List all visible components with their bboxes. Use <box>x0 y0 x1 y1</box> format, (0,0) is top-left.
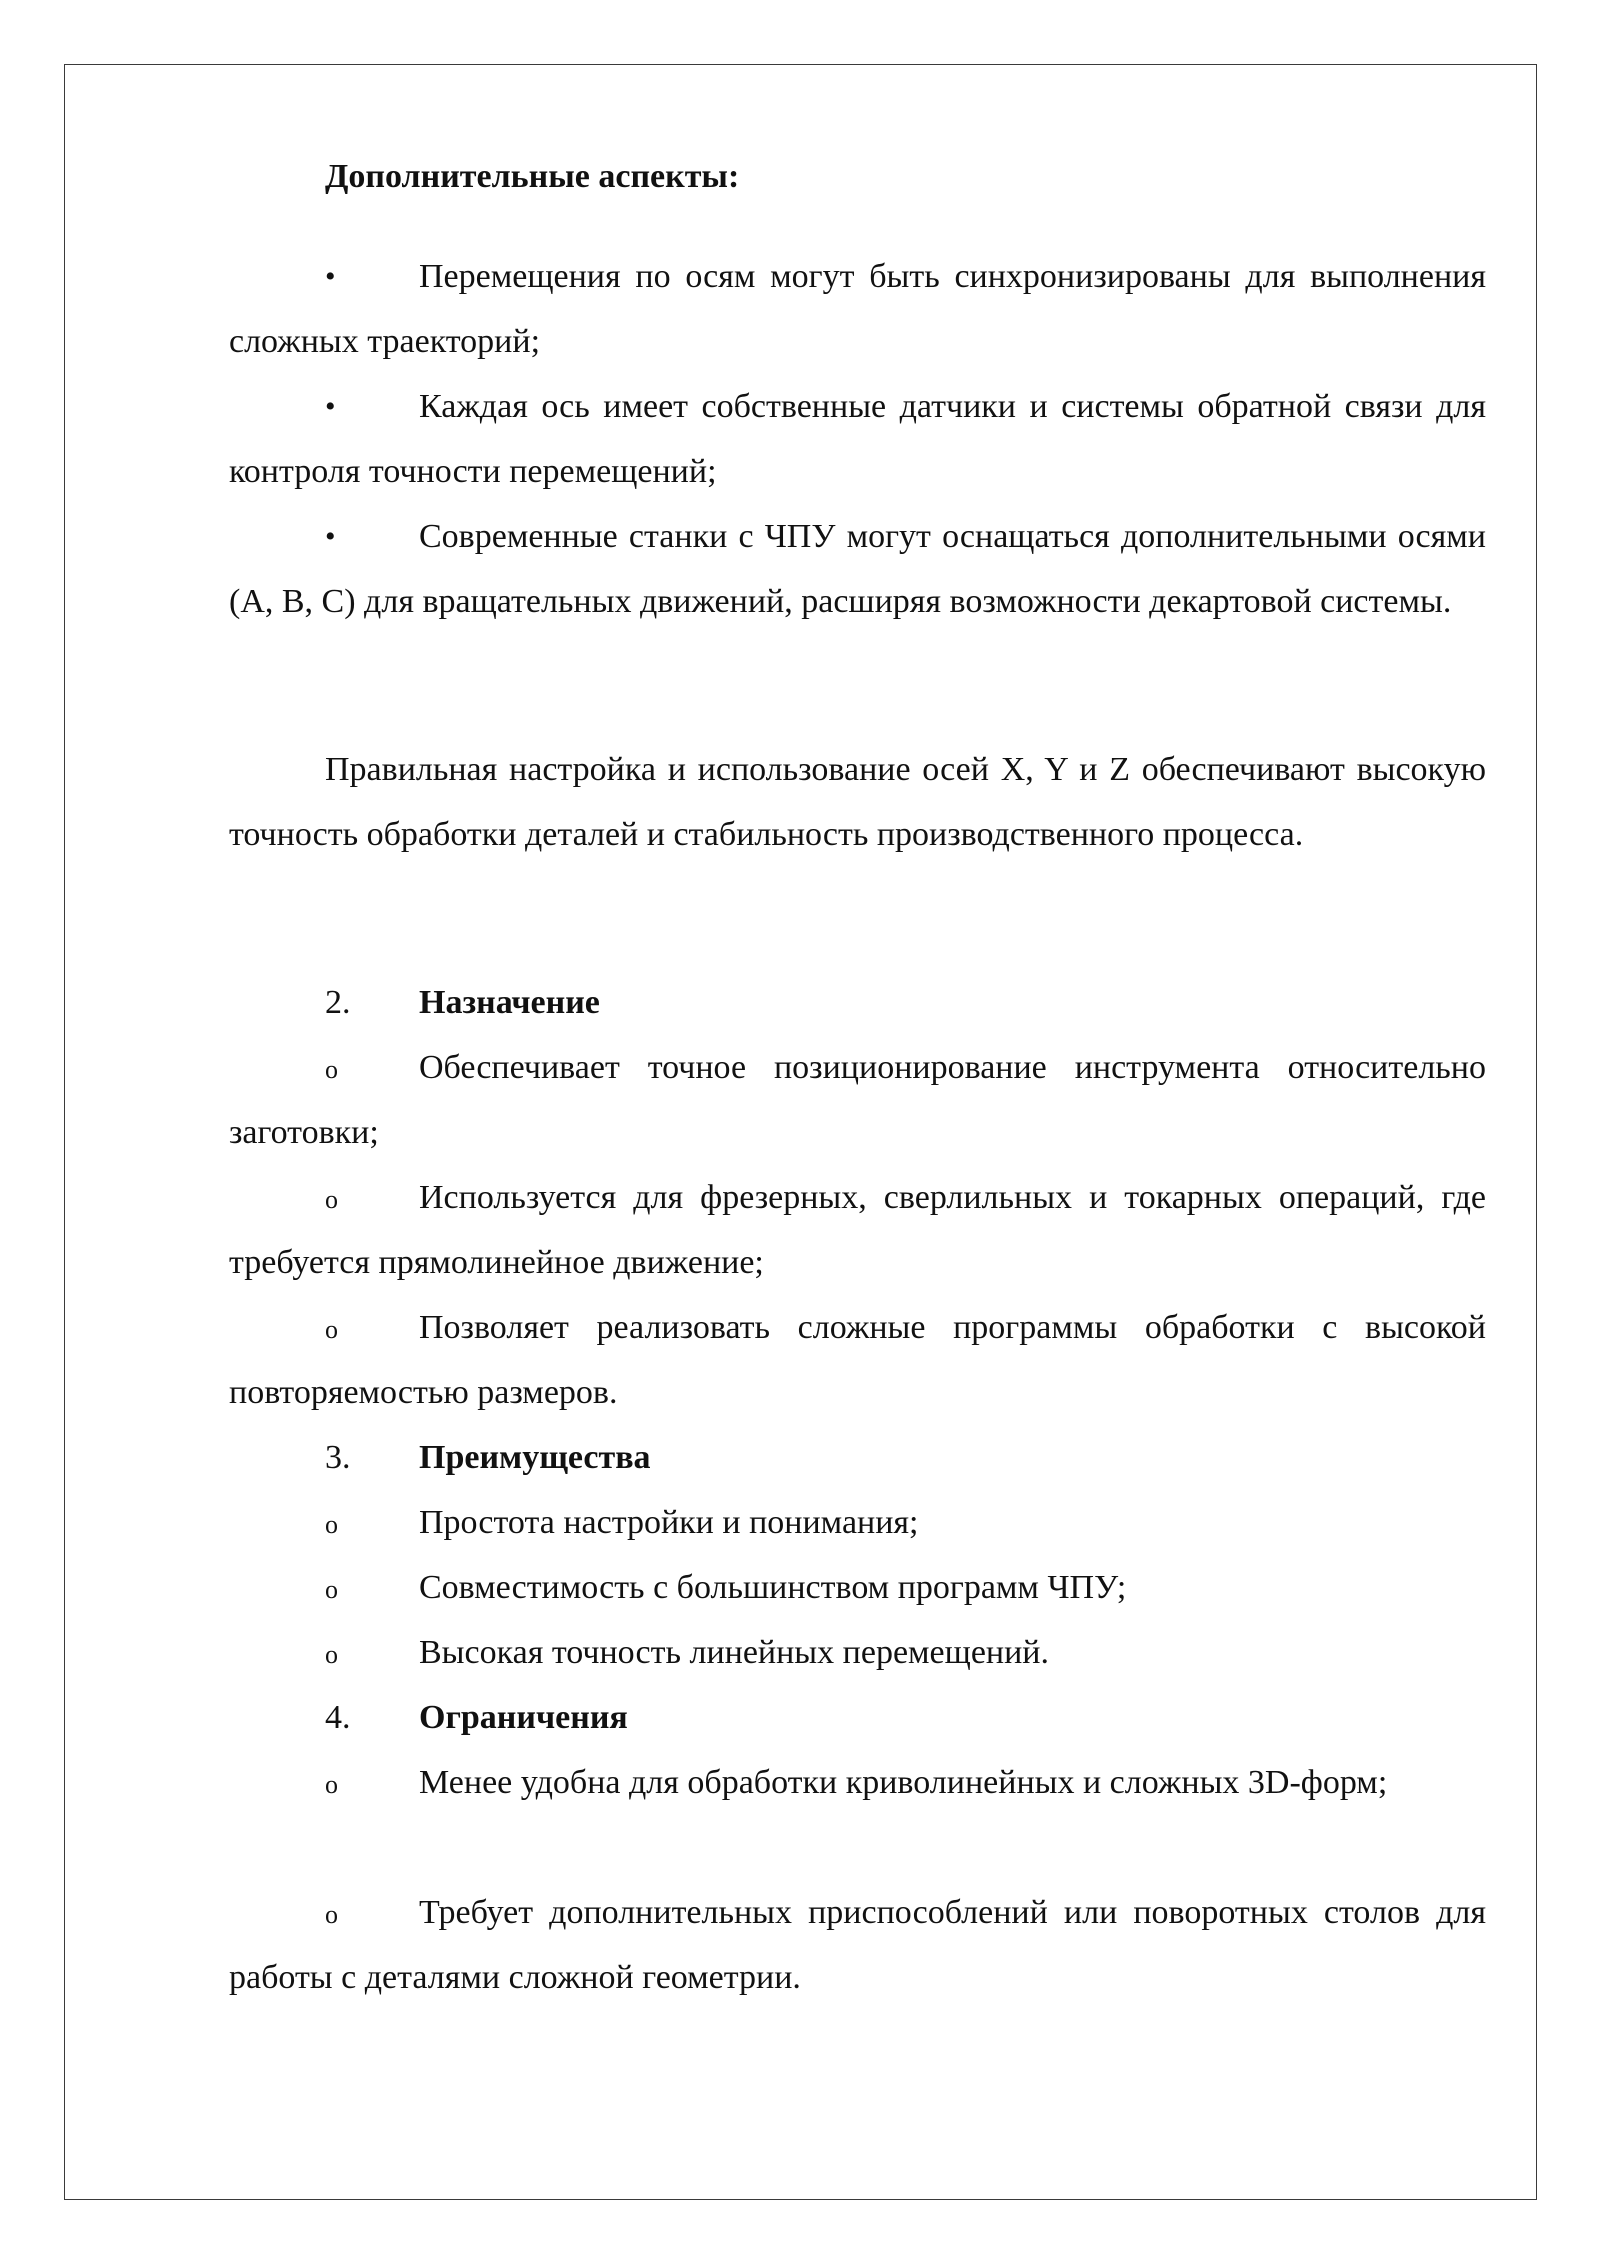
list-item-text: Современные станки с ЧПУ могут оснащаться дополнительными осями (A, B, C) для вращательных движений, расширяя возможности декартовой системы. <box>229 518 1486 620</box>
list-item <box>229 1880 1486 2010</box>
section-title: Назначение <box>419 984 600 1021</box>
list-item <box>229 1035 1486 1165</box>
sub-bullet-marker: o <box>325 1055 338 1084</box>
list-item-text: Перемещения по осям могут быть синхронизированы для выполнения сложных траекторий; <box>229 258 1486 360</box>
list-item <box>229 1165 1486 1295</box>
list-item <box>229 1750 1486 1815</box>
list-item-text: Высокая точность линейных перемещений. <box>419 1634 1049 1671</box>
bullet-marker: • <box>325 260 336 293</box>
summary-paragraph: Правильная настройка и использование осей X, Y и Z обеспечивают высокую точность обработки деталей и стабильность производственного процесса. <box>229 751 1486 853</box>
bullet-marker: • <box>325 520 336 553</box>
list-item <box>229 374 1486 504</box>
list-item-text: Позволяет реализовать сложные программы обработки с высокой повторяемостью размеров. <box>229 1309 1486 1411</box>
list-item-text: Менее удобна для обработки криволинейных и сложных 3D-форм; <box>419 1764 1388 1801</box>
sub-bullet-marker: o <box>325 1640 338 1669</box>
section-heading: Дополнительные аспекты: <box>325 158 740 195</box>
section-title: Ограничения <box>419 1699 628 1736</box>
sub-bullet-marker: o <box>325 1315 338 1344</box>
list-item <box>229 504 1486 634</box>
section-number: 4. <box>325 1699 351 1736</box>
section-title: Преимущества <box>419 1439 651 1476</box>
list-item-text: Требует дополнительных приспособлений или поворотных столов для работы с деталями сложной геометрии. <box>229 1894 1486 1996</box>
bullet-marker: • <box>325 390 336 423</box>
list-item-text: Простота настройки и понимания; <box>419 1504 919 1541</box>
list-item-text: Каждая ось имеет собственные датчики и системы обратной связи для контроля точности перемещений; <box>229 388 1486 490</box>
list-item <box>229 1555 1486 1620</box>
sub-bullet-marker: o <box>325 1770 338 1799</box>
list-item <box>229 1490 1486 1555</box>
list-item-text: Совместимость с большинством программ ЧПУ; <box>419 1569 1127 1606</box>
sub-bullet-marker: o <box>325 1185 338 1214</box>
list-item-text: Используется для фрезерных, сверлильных и токарных операций, где требуется прямолинейное движение; <box>229 1179 1486 1281</box>
list-item-text: Обеспечивает точное позиционирование инструмента относительно заготовки; <box>229 1049 1486 1151</box>
list-item <box>229 1295 1486 1425</box>
list-item <box>229 244 1486 374</box>
sub-bullet-marker: o <box>325 1575 338 1604</box>
section-number: 2. <box>325 984 351 1021</box>
sub-bullet-marker: o <box>325 1510 338 1539</box>
section-number: 3. <box>325 1439 351 1476</box>
sub-bullet-marker: o <box>325 1900 338 1929</box>
list-item <box>229 1620 1486 1685</box>
